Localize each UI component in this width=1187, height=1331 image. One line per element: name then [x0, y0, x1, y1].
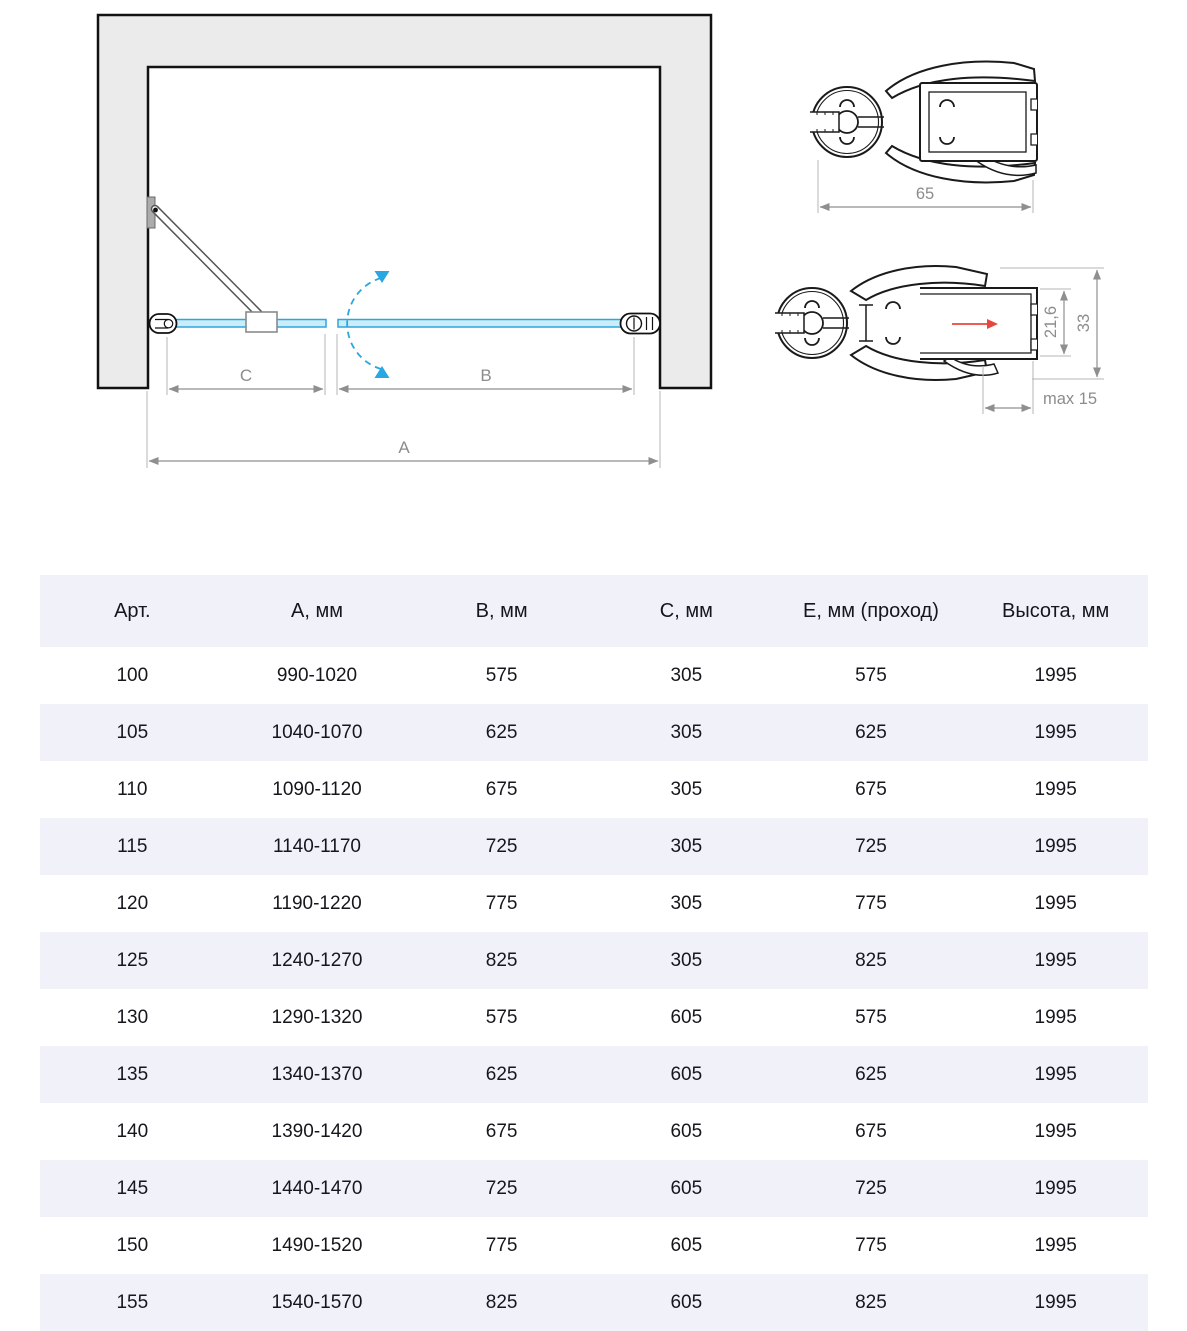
table-cell: 305	[594, 932, 779, 989]
table-cell: 100	[40, 647, 225, 704]
table-cell: 775	[779, 875, 964, 932]
dim-label-65: 65	[915, 185, 935, 203]
table-row	[40, 1160, 1148, 1217]
table-cell: 605	[594, 1274, 779, 1331]
table-cell: 155	[40, 1274, 225, 1331]
table-row	[40, 989, 1148, 1046]
right-wall-profile-clamp	[621, 314, 661, 334]
size-table-header	[40, 575, 1148, 647]
table-cell: 575	[779, 647, 964, 704]
table-cell: 1240-1270	[225, 932, 410, 989]
table-cell: 775	[409, 875, 594, 932]
table-cell: 575	[779, 989, 964, 1046]
door-glass-panel	[338, 320, 623, 328]
wall-outline	[98, 15, 711, 388]
header-e-mm: Е, мм (проход)	[779, 575, 964, 647]
table-cell: 305	[594, 818, 779, 875]
wall-profile-section-top	[810, 62, 1037, 183]
table-cell: 625	[409, 1046, 594, 1103]
table-cell: 1490-1520	[225, 1217, 410, 1274]
table-cell: 1995	[963, 1217, 1148, 1274]
left-wall-profile-clamp	[150, 314, 177, 333]
table-cell: 1995	[963, 704, 1148, 761]
table-cell: 775	[779, 1217, 964, 1274]
table-cell: 135	[40, 1046, 225, 1103]
table-cell: 1995	[963, 1046, 1148, 1103]
dim-label-a: A	[398, 438, 410, 457]
table-cell: 1995	[963, 761, 1148, 818]
table-cell: 1390-1420	[225, 1103, 410, 1160]
dim-label-33: 33	[1075, 313, 1093, 333]
table-cell: 125	[40, 932, 225, 989]
table-cell: 675	[409, 761, 594, 818]
table-cell: 675	[779, 1103, 964, 1160]
table-cell: 145	[40, 1160, 225, 1217]
table-cell: 725	[409, 818, 594, 875]
table-row	[40, 1217, 1148, 1274]
table-cell: 725	[409, 1160, 594, 1217]
table-cell: 1340-1370	[225, 1046, 410, 1103]
table-cell: 605	[594, 1103, 779, 1160]
table-cell: 625	[409, 704, 594, 761]
table-cell: 1995	[963, 1160, 1148, 1217]
table-cell: 1190-1220	[225, 875, 410, 932]
table-cell: 1090-1120	[225, 761, 410, 818]
table-cell: 130	[40, 989, 225, 1046]
table-cell: 1995	[963, 1274, 1148, 1331]
round-pivot-hub	[775, 288, 849, 358]
table-cell: 1995	[963, 989, 1148, 1046]
table-cell: 990-1020	[225, 647, 410, 704]
table-cell: 605	[594, 1160, 779, 1217]
header-height-mm: Высота, мм	[963, 575, 1148, 647]
table-cell: 775	[409, 1217, 594, 1274]
table-cell: 1995	[963, 932, 1148, 989]
table-cell: 575	[409, 647, 594, 704]
header-art: Арт.	[40, 575, 225, 647]
table-cell: 150	[40, 1217, 225, 1274]
table-cell: 725	[779, 1160, 964, 1217]
table-cell: 1995	[963, 647, 1148, 704]
support-bar	[153, 208, 261, 317]
header-c-mm: С, мм	[594, 575, 779, 647]
table-cell: 305	[594, 875, 779, 932]
dim-label-b: B	[480, 366, 492, 385]
table-cell: 605	[594, 989, 779, 1046]
table-cell: 825	[779, 932, 964, 989]
table-row	[40, 875, 1148, 932]
table-cell: 575	[409, 989, 594, 1046]
table-cell: 1040-1070	[225, 704, 410, 761]
table-cell: 1995	[963, 818, 1148, 875]
table-cell: 625	[779, 1046, 964, 1103]
table-cell: 1540-1570	[225, 1274, 410, 1331]
table-row	[40, 818, 1148, 875]
table-cell: 305	[594, 647, 779, 704]
table-row	[40, 704, 1148, 761]
table-cell: 1290-1320	[225, 989, 410, 1046]
table-row	[40, 1046, 1148, 1103]
table-cell: 1995	[963, 875, 1148, 932]
header-row	[40, 575, 1148, 647]
header-a-mm: А, мм	[225, 575, 410, 647]
table-cell: 625	[779, 704, 964, 761]
technical-drawing	[0, 0, 1187, 540]
table-cell: 305	[594, 704, 779, 761]
table-cell: 605	[594, 1217, 779, 1274]
dim-label-max-15: max 15	[1043, 390, 1098, 408]
table-cell: 1440-1470	[225, 1160, 410, 1217]
table-cell: 1995	[963, 1103, 1148, 1160]
table-cell: 110	[40, 761, 225, 818]
dim-label-c: C	[239, 366, 253, 385]
table-cell: 825	[409, 1274, 594, 1331]
table-cell: 140	[40, 1103, 225, 1160]
table-row	[40, 1103, 1148, 1160]
niche-plan-drawing	[98, 15, 711, 468]
dim-label-21-6: 21,6	[1042, 305, 1060, 339]
door-swing-arrow-top-icon	[375, 271, 390, 283]
table-row	[40, 647, 1148, 704]
glass-connector-block	[246, 312, 277, 332]
table-cell: 1140-1170	[225, 818, 410, 875]
table-cell: 825	[779, 1274, 964, 1331]
table-cell: 115	[40, 818, 225, 875]
table-cell: 725	[779, 818, 964, 875]
table-row	[40, 761, 1148, 818]
size-table-body	[40, 647, 1148, 1331]
round-pivot-hub	[810, 87, 884, 157]
table-cell: 605	[594, 1046, 779, 1103]
wall-profile-section-side	[775, 266, 1037, 380]
table-cell: 675	[409, 1103, 594, 1160]
table-row	[40, 1274, 1148, 1331]
size-table	[40, 575, 1148, 1331]
table-cell: 305	[594, 761, 779, 818]
table-cell: 120	[40, 875, 225, 932]
table-row	[40, 932, 1148, 989]
header-b-mm: В, мм	[409, 575, 594, 647]
table-cell: 825	[409, 932, 594, 989]
table-cell: 675	[779, 761, 964, 818]
table-cell: 105	[40, 704, 225, 761]
